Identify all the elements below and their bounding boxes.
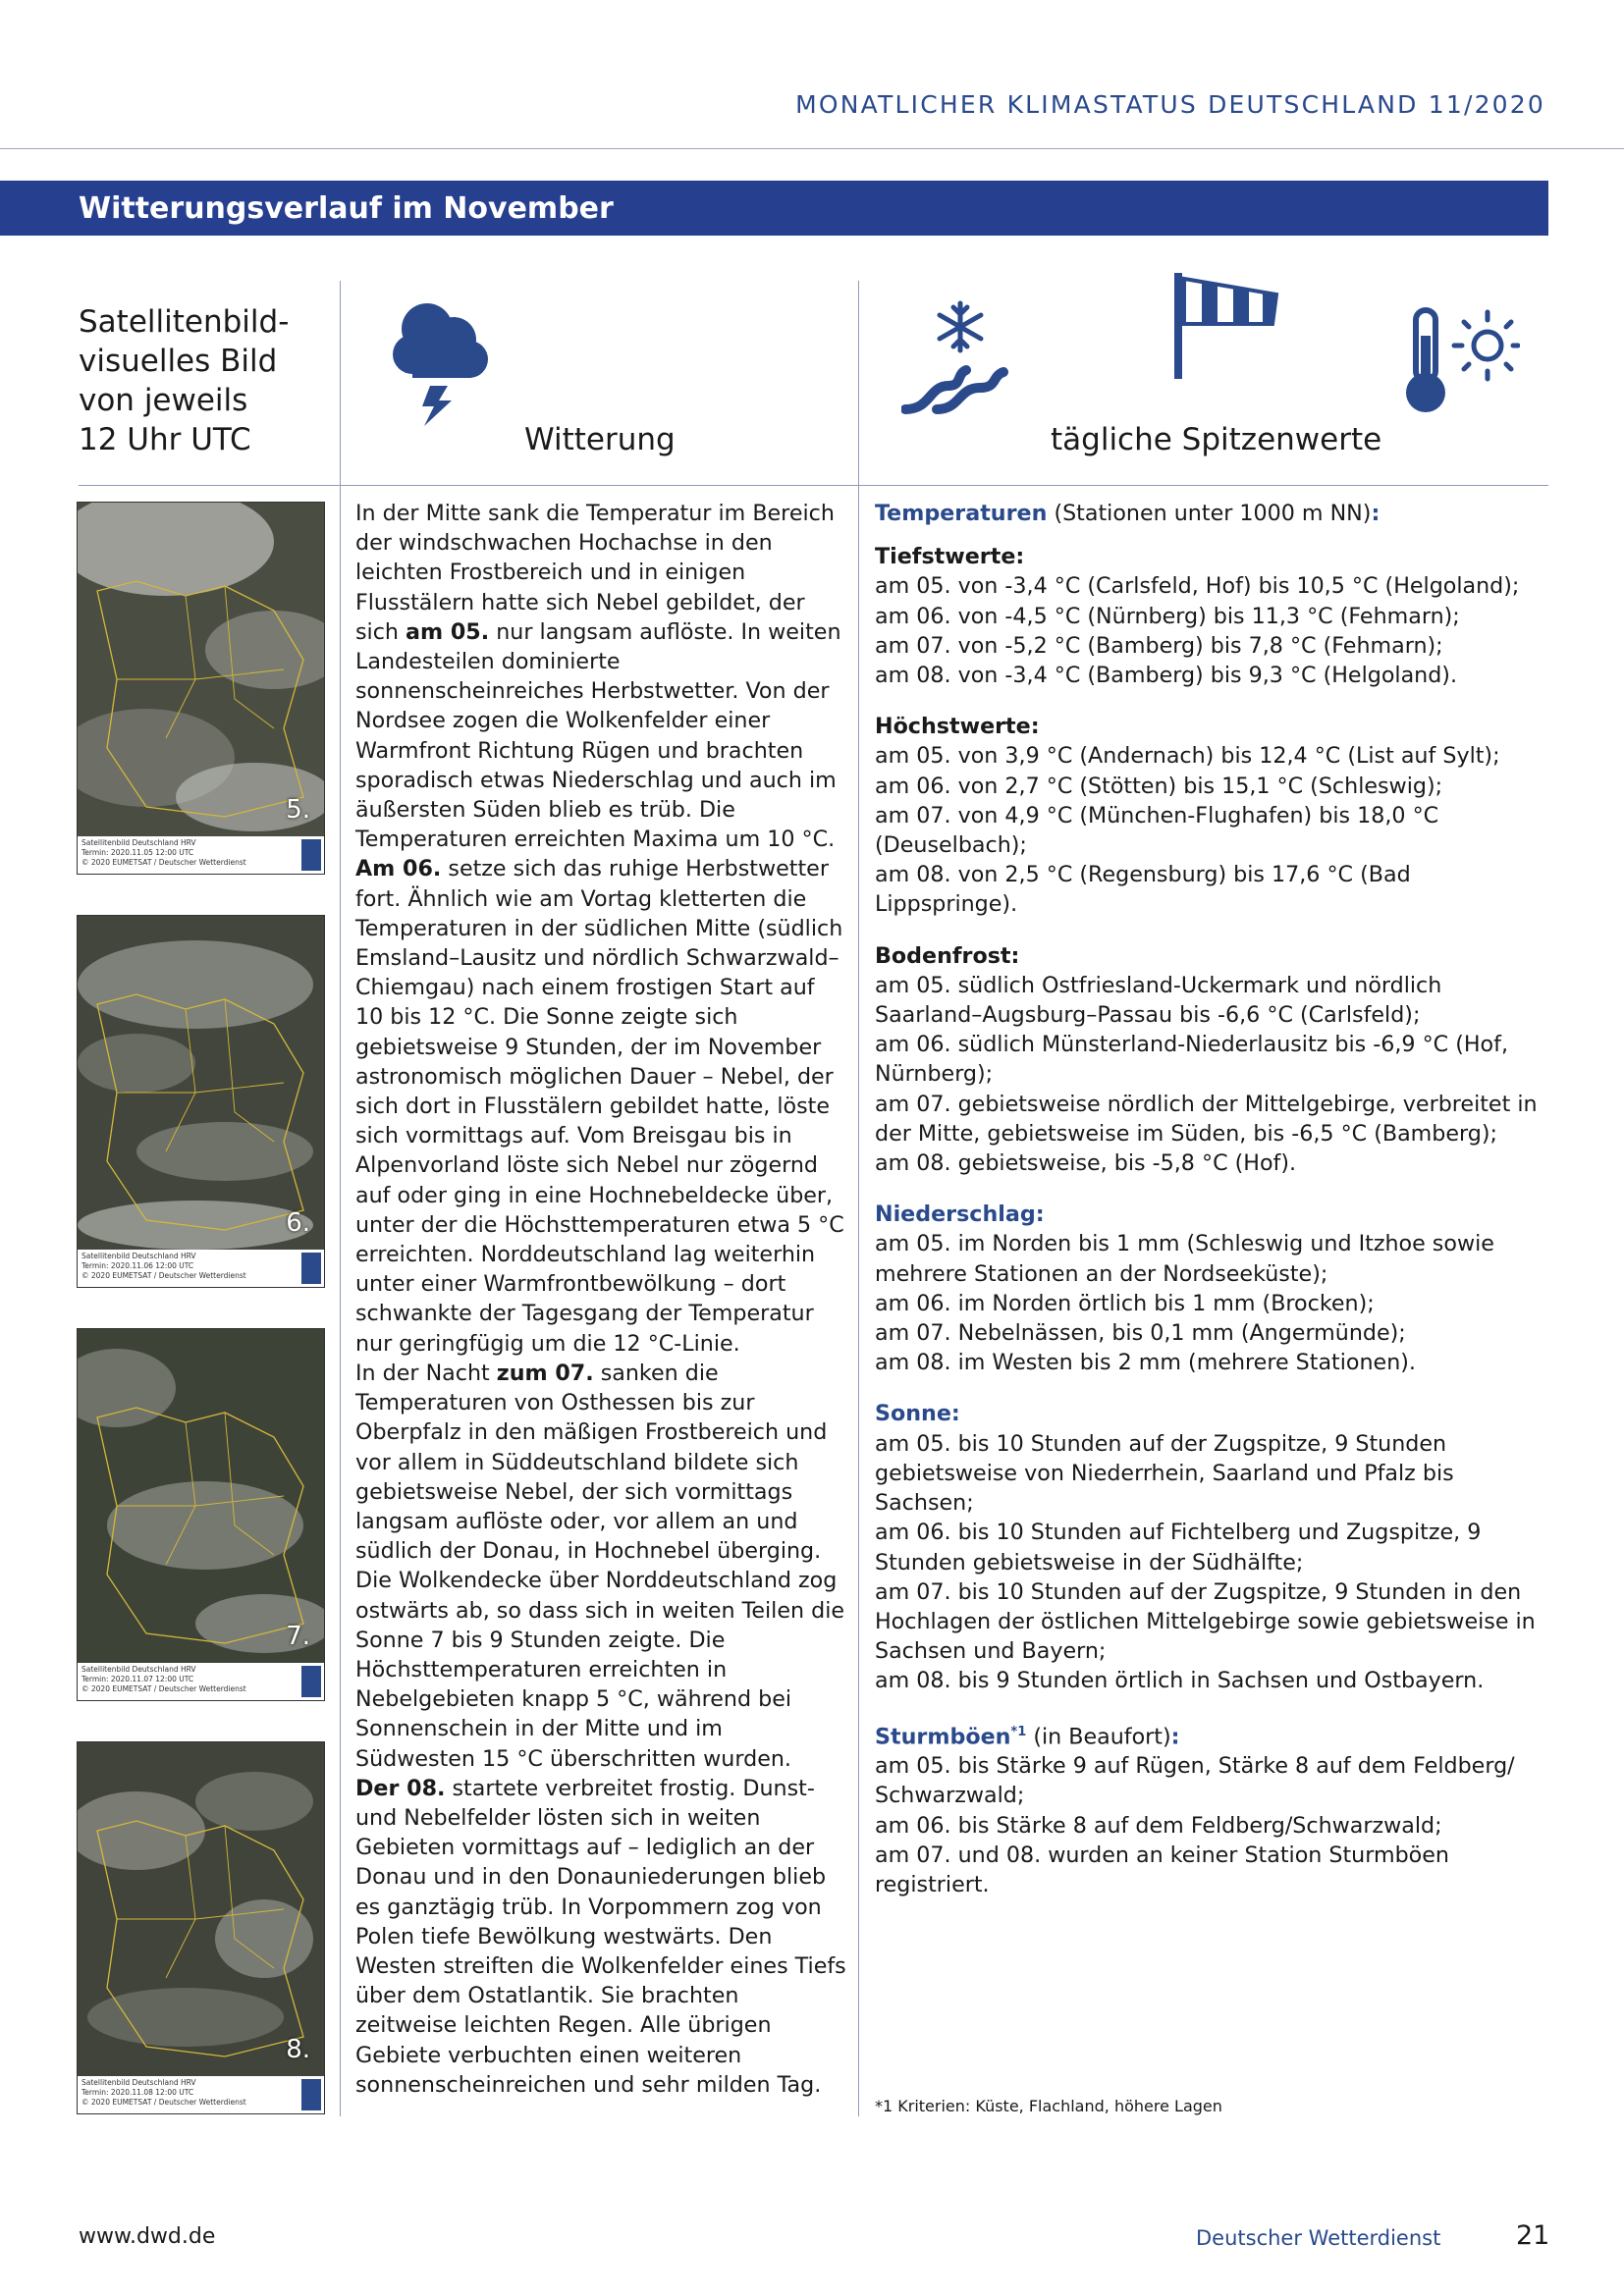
image-day-number: 7.	[286, 1622, 310, 1651]
sturm-note: (in Beaufort)	[1026, 1723, 1171, 1749]
peak-line: am 06. von -4,5 °C (Nürnberg) bis 11,3 °C (Fehmarn);	[875, 603, 1460, 629]
caption-line: © 2020 EUMETSAT / Deutscher Wetterdienst	[81, 1271, 246, 1280]
peak-line: am 08. von -3,4 °C (Bamberg) bis 9,3 °C (Helgoland).	[875, 663, 1458, 689]
sturm-label: Sturmböen	[875, 1723, 1011, 1749]
satellite-image	[77, 915, 325, 1288]
weather-column-heading: Witterung	[524, 422, 676, 457]
narrative-paragraph	[355, 854, 846, 1358]
peak-line: am 07. gebietsweise nördlich der Mittelgebirge, verbreitet in der Mitte, gebietsweise im Süden, bis -6,5 °C (Bamberg);	[875, 1091, 1538, 1147]
bodenfrost-section	[875, 941, 1552, 1179]
caption-line: Satellitenbild Deutschland HRV	[81, 1252, 196, 1260]
column-divider-left	[340, 281, 341, 2116]
peak-line: am 05. bis Stärke 9 auf Rügen, Stärke 8 auf dem Feldberg/ Schwarzwald;	[875, 1753, 1515, 1809]
cloud-lightning-icon	[391, 293, 491, 426]
sturm-section	[875, 1718, 1552, 1900]
section-title: Witterungsverlauf im November	[79, 191, 614, 226]
temperature-section	[875, 499, 1552, 528]
caption-line: Satellitenbild Deutschland HRV	[81, 1665, 196, 1674]
tiefstwerte-title: Tiefstwerte:	[875, 544, 1025, 570]
narrative-date: am 05.	[406, 618, 490, 645]
peak-line: am 05. von -3,4 °C (Carlsfeld, Hof) bis 10,5 °C (Helgoland);	[875, 573, 1520, 600]
footer-organization: Deutscher Wetterdienst	[1196, 2226, 1441, 2250]
caption-line: © 2020 EUMETSAT / Deutscher Wetterdienst	[81, 1684, 246, 1693]
peak-line: am 06. von 2,7 °C (Stötten) bis 15,1 °C (Schleswig);	[875, 773, 1443, 799]
caption-line: Termin: 2020.11.06 12:00 UTC	[81, 1261, 194, 1270]
peaks-column-heading: tägliche Spitzenwerte	[1051, 422, 1382, 457]
image-caption	[78, 836, 324, 874]
narrative-paragraph	[355, 1359, 846, 1774]
narrative-text: In der Mitte sank die Temperatur im Bereich der windschwachen Hochachse in den leichten Frostbereich und in einigen Flusstälern hatte sich Nebel gebildet, der sich	[355, 501, 835, 645]
snow-road-icon	[901, 299, 1019, 415]
caption-line: Satellitenbild Deutschland HRV	[81, 2078, 196, 2087]
peak-line: am 07. und 08. wurden an keiner Station Sturmböen registriert.	[875, 1842, 1449, 1897]
peak-line: am 06. bis 10 Stunden auf Fichtelberg und Zugspitze, 9 Stunden gebietsweise in der Südhälfte;	[875, 1520, 1482, 1575]
caption-line: © 2020 EUMETSAT / Deutscher Wetterdienst	[81, 858, 246, 867]
peak-line: am 08. im Westen bis 2 mm (mehrere Stationen).	[875, 1350, 1416, 1376]
narrative-date: Am 06.	[355, 856, 442, 882]
niederschlag-title: Niederschlag:	[875, 1201, 1045, 1228]
peak-line: am 08. bis 9 Stunden örtlich in Sachsen und Ostbayern.	[875, 1668, 1485, 1694]
windsock-icon	[1174, 273, 1284, 381]
narrative-paragraph	[355, 499, 846, 854]
peak-line: am 06. bis Stärke 8 auf dem Feldberg/Schwarzwald;	[875, 1812, 1442, 1839]
footnote-marker: *1	[1010, 1724, 1027, 1739]
section-banner	[0, 181, 1548, 236]
narrative-date: Der 08.	[355, 1775, 446, 1801]
peak-line: am 05. bis 10 Stunden auf der Zugspitze, 9 Stunden gebietsweise von Niederrhein, Saarland und Pfalz bis Sachsen;	[875, 1430, 1454, 1517]
satellite-label-line: 12 Uhr UTC	[79, 422, 251, 457]
narrative-text: startete verbreitet frostig. Dunst- und Nebelfelder lösten sich in weiten Gebieten vormittags auf – lediglich an der Donau und in den Donauniederungen blieb es ganztägig trüb. In Vorpommern zog von Polen tiefe Bewölkung westwärts. Den Westen streiften die Wolkenfelder eines Tiefs über dem Ostatlantik. Sie brachten zeitweise leichten Regen. Alle übrigen Gebiete verbuchten einen weiteren sonnenscheinreichen und sehr milden Tag.	[355, 1775, 846, 2098]
temperature-label: Temperaturen	[875, 501, 1048, 526]
caption-line: Termin: 2020.11.07 12:00 UTC	[81, 1675, 194, 1683]
peak-line: am 06. im Norden örtlich bis 1 mm (Brocken);	[875, 1290, 1375, 1316]
sturm-title	[875, 1718, 1552, 1752]
satellite-column-label	[79, 302, 289, 459]
peak-line: am 05. im Norden bis 1 mm (Schleswig und Itzhoe sowie mehrere Stationen an der Nordseeküste);	[875, 1231, 1494, 1287]
temperature-title	[875, 499, 1552, 528]
daily-peaks	[875, 499, 1552, 1921]
satellite-photo	[78, 916, 324, 1250]
narrative-text: setze sich das ruhige Herbstwetter fort. Ähnlich wie am Vortag kletterten die Temperaturen in der südlichen Mitte (südlich Emsland–Lausitz und nördlich Schwarzwald–Chiemgau) nach einem frostigen Start auf 10 bis 12 °C. Die Sonne zeigte sich gebietsweise 9 Stunden, der im November astronomisch möglichen Dauer – Nebel, der sich dort in Flusstälern gebildet hatte, löste sich vormittags auf. Vom Breisgau bis in Alpenvorland löste sich Nebel nur zögernd auf oder ging in eine Hochnebeldecke über, unter der die Höchsttemperaturen etwa 5 °C erreichten. Norddeutschland lag weiterhin unter einer Warmfrontbewölkung – dort schwankte der Tagesgang der Temperatur nur geringfügig um die 12 °C-Linie.	[355, 856, 844, 1357]
peak-line: am 07. von 4,9 °C (München-Flughafen) bis 18,0 °C (Deuselbach);	[875, 802, 1439, 859]
dwd-logo	[301, 1253, 321, 1284]
narrative-paragraph	[355, 1774, 846, 2100]
sturm-colon: :	[1170, 1723, 1180, 1749]
peak-line: am 05. von 3,9 °C (Andernach) bis 12,4 °C (List auf Sylt);	[875, 743, 1500, 770]
caption-line: © 2020 EUMETSAT / Deutscher Wetterdienst	[81, 2098, 246, 2107]
sonne-title: Sonne:	[875, 1401, 960, 1427]
tiefstwerte-section	[875, 542, 1552, 690]
peak-line: am 05. südlich Ostfriesland-Uckermark und nördlich Saarland–Augsburg–Passau bis -6,6 °C (Carlsfeld);	[875, 972, 1442, 1029]
peak-line: am 06. südlich Münsterland-Niederlausitz bis -6,9 °C (Hof, Nürnberg);	[875, 1032, 1508, 1088]
peak-line: am 08. von 2,5 °C (Regensburg) bis 17,6 °C (Bad Lippspringe).	[875, 862, 1411, 918]
narrative-text: nur langsam auflöste. In weiten Landesteilen dominierte sonnenscheinreiches Herbstwetter. Von der Nordsee zogen die Wolkenfelder einer Warmfront Richtung Rügen und brachten sporadisch etwas Niederschlag und auch im äußersten Süden blieb es trüb. Die Temperaturen erreichten Maxima um 10 °C.	[355, 618, 841, 853]
thermometer-sun-icon	[1402, 306, 1520, 416]
image-caption	[78, 2076, 324, 2113]
narrative-text: In der Nacht	[355, 1360, 497, 1386]
page-number: 21	[1516, 2220, 1550, 2251]
image-day-number: 8.	[286, 2035, 310, 2064]
weather-narrative	[355, 499, 846, 2100]
column-header-divider	[79, 485, 1548, 486]
caption-line: Termin: 2020.11.08 12:00 UTC	[81, 2088, 194, 2097]
satellite-label-line: Satellitenbild-	[79, 304, 290, 340]
peak-line: am 07. bis 10 Stunden auf der Zugspitze, 9 Stunden in den Hochlagen der östlichen Mittelgebirge sowie gebietsweise in Sachsen und Bayern;	[875, 1578, 1536, 1665]
footer-website-link[interactable]: www.dwd.de	[79, 2224, 216, 2249]
caption-line: Termin: 2020.11.05 12:00 UTC	[81, 848, 194, 857]
header-divider	[0, 148, 1624, 149]
narrative-date: zum 07.	[496, 1360, 594, 1386]
satellite-image	[77, 502, 325, 875]
satellite-label-line: von jeweils	[79, 383, 248, 418]
peak-line: am 07. von -5,2 °C (Bamberg) bis 7,8 °C (Fehmarn);	[875, 632, 1443, 659]
satellite-image	[77, 1741, 325, 2114]
footnote: *1 Kriterien: Küste, Flachland, höhere Lagen	[875, 2097, 1222, 2115]
satellite-photo	[78, 1742, 324, 2076]
niederschlag-section	[875, 1200, 1552, 1377]
sonne-section	[875, 1399, 1552, 1695]
peak-line: am 08. gebietsweise, bis -5,8 °C (Hof).	[875, 1150, 1297, 1177]
temperature-colon: :	[1371, 501, 1380, 526]
image-day-number: 6.	[286, 1208, 310, 1238]
image-caption	[78, 1250, 324, 1287]
satellite-photo	[78, 1329, 324, 1663]
satellite-photo	[78, 503, 324, 836]
dwd-logo	[301, 1666, 321, 1697]
hoechstwerte-section	[875, 712, 1552, 919]
temperature-note: (Stationen unter 1000 m NN)	[1047, 501, 1372, 526]
publication-title: MONATLICHER KLIMASTATUS DEUTSCHLAND 11/2020	[795, 90, 1545, 119]
hoechstwerte-title: Höchstwerte:	[875, 714, 1040, 740]
satellite-label-line: visuelles Bild	[79, 344, 278, 379]
satellite-image	[77, 1328, 325, 1701]
image-caption	[78, 1663, 324, 1700]
image-day-number: 5.	[286, 795, 310, 825]
bodenfrost-title: Bodenfrost:	[875, 942, 1020, 969]
narrative-text: sanken die Temperaturen von Osthessen bis zur Oberpfalz in den mäßigen Frostbereich und vor allem in Süddeutschland bildete sich gebietsweise Nebel, der sich vormittags langsam auflöste oder, vor allem an und südlich der Donau, in Hochnebel überging. Die Wolkendecke über Norddeutschland zog ostwärts ab, so dass sich in weiten Teilen die Sonne 7 bis 9 Stunden zeigte. Die Höchsttemperaturen erreichten in Nebelgebieten knapp 5 °C, während bei Sonnenschein in der Mitte und im Südwesten 15 °C überschritten wurden.	[355, 1360, 845, 1772]
caption-line: Satellitenbild Deutschland HRV	[81, 838, 196, 847]
peak-line: am 07. Nebelnässen, bis 0,1 mm (Angermünde);	[875, 1320, 1406, 1347]
column-divider-right	[858, 281, 859, 2116]
dwd-logo	[301, 2079, 321, 2110]
dwd-logo	[301, 839, 321, 871]
